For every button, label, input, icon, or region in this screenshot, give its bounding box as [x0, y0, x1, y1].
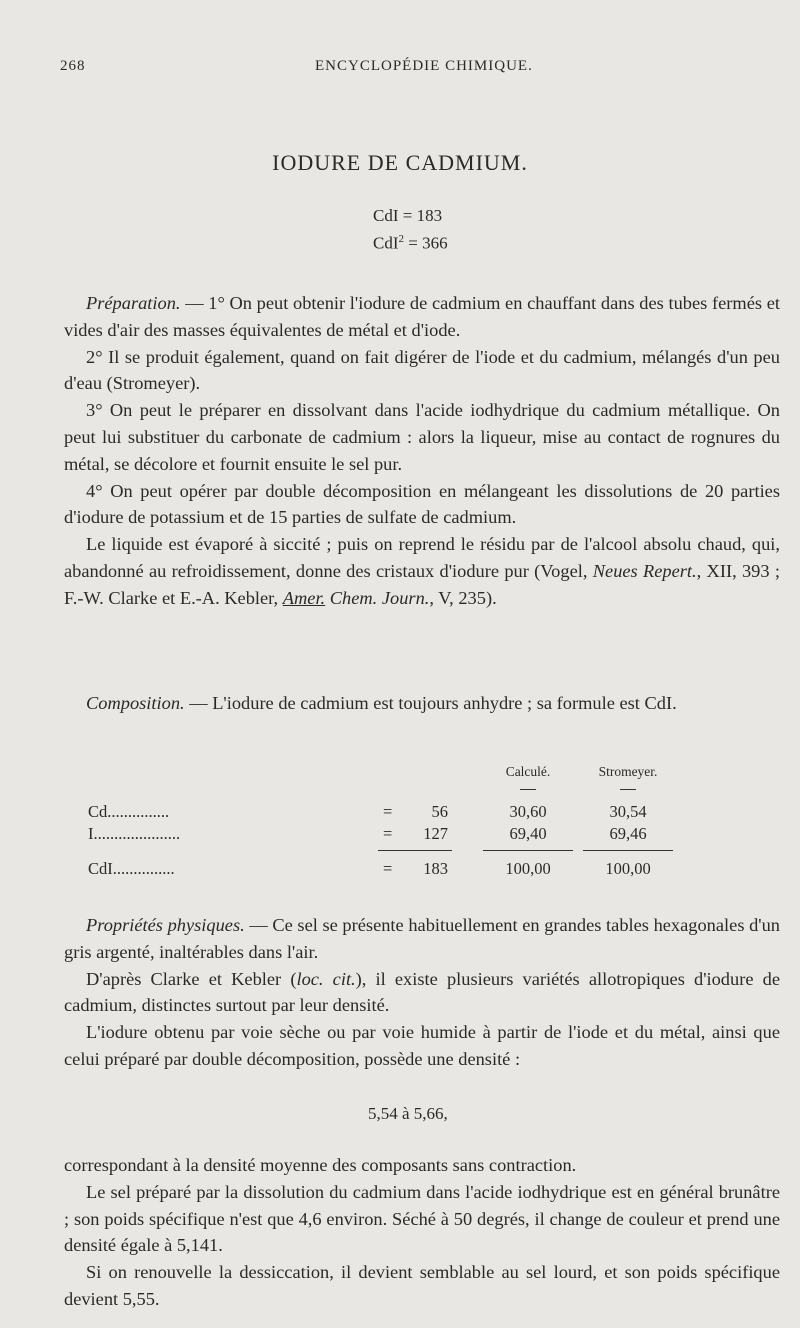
- table-row: [88, 824, 688, 846]
- header-calcule: Calculé.: [505, 764, 551, 779]
- row-strom: 69,46: [609, 824, 647, 843]
- row-calc: 30,60: [509, 802, 547, 821]
- header-stromeyer: Stromeyer.: [598, 764, 658, 779]
- formula-line-2: [373, 233, 448, 254]
- table-row: [88, 802, 688, 824]
- preparation-paragraph-4: 4° On peut opérer par double décomposition en mélangeant les dissolutions de 20 parties d'iodure de potassium et de 15 parties de sulfate de cadmium.: [64, 480, 780, 528]
- preparation-label: Préparation.: [86, 293, 181, 313]
- preparation-paragraph-3: 3° On peut le préparer en dissolvant dans l'acide iodhydrique du cadmium métallique. On peut lui substituer du carbonate de cadmium : alors la liqueur, mise au contact de rognures du métal, se décolore et fournit ensuite le sel pur.: [64, 400, 780, 474]
- density-value: 5,54 à 5,66,: [368, 1104, 448, 1123]
- total-label: CdI...............: [88, 859, 175, 878]
- page-header: [60, 58, 760, 82]
- table-header-row: [88, 764, 688, 786]
- physical-p1-text: — Ce sel se présente habituellement en grandes tables hexagonales d'un gris argenté, inaltérables dans l'air.: [64, 915, 780, 962]
- row-label: Cd...............: [88, 802, 170, 821]
- total-calc: 100,00: [505, 859, 551, 878]
- total-mass: 183: [423, 859, 448, 878]
- row-eq: =: [383, 802, 393, 821]
- row-calc: 69,40: [509, 824, 547, 843]
- header-dash-strom: [620, 789, 636, 790]
- formula-2-left-sup: 2: [398, 233, 404, 245]
- total-strom: 100,00: [605, 859, 651, 878]
- row-mass: 127: [423, 824, 448, 843]
- loc-cit: loc. cit.: [296, 968, 356, 989]
- physical-paragraph-6: Si on renouvelle la dessiccation, il devient semblable au sel lourd, et son poids spécifique devient 5,55.: [64, 1262, 780, 1309]
- physical-paragraph-1: [64, 912, 780, 966]
- row-mass: 56: [431, 802, 448, 821]
- table-total-row: [88, 859, 688, 881]
- physical-properties-section: [64, 912, 780, 1073]
- page-number: 268: [60, 58, 86, 74]
- preparation-paragraph-2: 2° Il se produit également, quand on fait digérer de l'iode et du cadmium, mélangés d'un peu d'eau (Stromeyer).: [64, 346, 780, 394]
- formula-2-left-base: CdI: [373, 233, 399, 253]
- rule-calc: [483, 850, 573, 851]
- formula-2-right: = 366: [408, 233, 448, 253]
- journal-chem-journ: Chem. Journ.: [329, 587, 430, 608]
- p5-text-b: , XII, 393 ; F.-W. Clarke et E.-A. Kebler,: [64, 560, 780, 608]
- formula-line-1: [373, 206, 442, 226]
- composition-label: Composition.: [86, 693, 185, 713]
- preparation-section: [64, 290, 780, 612]
- running-title: ENCYCLOPÉDIE CHIMIQUE.: [315, 58, 533, 74]
- physical-properties-continued: [64, 1152, 780, 1313]
- journal-amer: Amer.: [282, 587, 326, 608]
- physical-paragraph-5: Le sel préparé par la dissolution du cadmium dans l'acide iodhydrique est en général brunâtre ; son poids spécifique n'est que 4,6 environ. Séché à 50 degrés, il change de couleur et prend une densité égale à 5,141.: [64, 1181, 780, 1256]
- p5-text-a: Le liquide est évaporé à siccité ; puis on reprend le résidu par de l'alcool absolu chaud, qui, abandonné au refroidissement, donne des cristaux d'iodure pur (Vogel,: [64, 534, 780, 581]
- composition-text: — L'iodure de cadmium est toujours anhydre ; sa formule est CdI.: [184, 693, 677, 713]
- formula-1-right: = 183: [402, 206, 443, 225]
- composition-section: [64, 690, 780, 717]
- physical-label: Propriétés physiques.: [86, 915, 245, 935]
- row-eq: =: [383, 824, 393, 843]
- preparation-p1-text: — 1° On peut obtenir l'iodure de cadmium en chauffant dans des tubes fermés et vides d'air des masses équivalentes de métal et d'iode.: [64, 293, 780, 340]
- composition-paragraph: [64, 690, 780, 717]
- row-strom: 30,54: [609, 802, 647, 821]
- preparation-paragraph-1: [64, 290, 780, 344]
- p2-text-b: ), il existe plusieurs variétés allotropiques d'iodure de cadmium, distinctes surtout par leur densité.: [64, 968, 780, 1016]
- physical-paragraph-2: [64, 966, 780, 1020]
- journal-neues-repert: Neues Repert.: [592, 560, 697, 581]
- physical-paragraph-4: correspondant à la densité moyenne des composants sans contraction.: [64, 1155, 577, 1175]
- formula-1-left: CdI: [373, 206, 399, 225]
- rule-mass: [378, 850, 452, 851]
- preparation-paragraph-5: [64, 531, 780, 611]
- rule-strom: [583, 850, 673, 851]
- p5-text-c: , V, 235).: [429, 587, 497, 608]
- row-label: I.....................: [88, 824, 181, 843]
- total-eq: =: [383, 859, 393, 878]
- physical-paragraph-3: L'iodure obtenu par voie sèche ou par voie humide à partir de l'iode et du métal, ainsi que celui préparé par double décomposition, possède une densité :: [64, 1022, 780, 1069]
- p2-text-a: D'après Clarke et Kebler (: [86, 968, 297, 989]
- section-title: IODURE DE CADMIUM.: [272, 150, 528, 175]
- header-dash-calc: [520, 789, 536, 790]
